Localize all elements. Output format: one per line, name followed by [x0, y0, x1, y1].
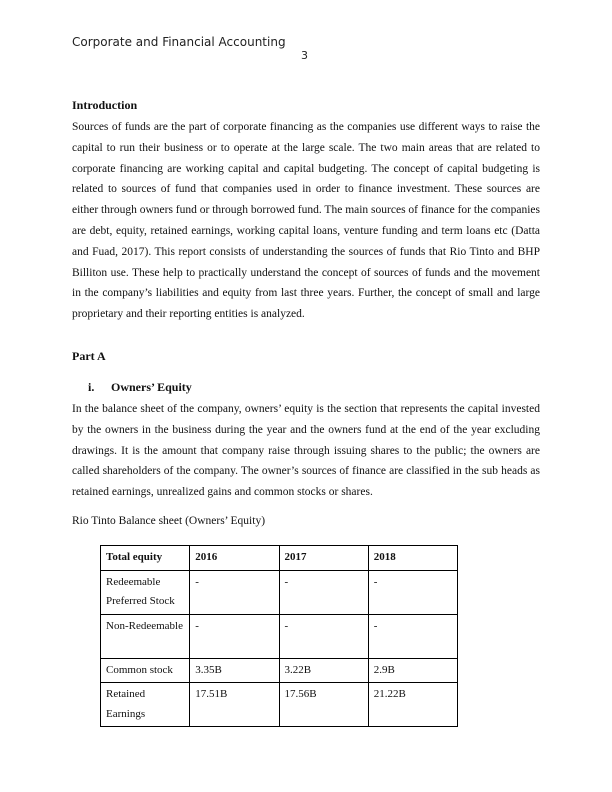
- table-cell: -: [279, 614, 368, 658]
- row-label: Non-Redeemable: [101, 614, 190, 658]
- table-cell: 17.56B: [279, 683, 368, 727]
- section-number: i.: [88, 380, 95, 394]
- table-row: [101, 658, 458, 683]
- part-a-heading: Part A: [72, 349, 106, 363]
- section-title: Owners’ Equity: [111, 380, 192, 394]
- table-cell: -: [368, 570, 457, 614]
- table-row: [101, 683, 458, 727]
- owners-equity-heading: [88, 380, 192, 395]
- header-cell: 2018: [368, 546, 457, 571]
- header-cell: Total equity: [101, 546, 190, 571]
- page-number: 3: [301, 49, 308, 62]
- row-label: Retained Earnings: [101, 683, 190, 727]
- header-cell: 2017: [279, 546, 368, 571]
- table-cell: 21.22B: [368, 683, 457, 727]
- introduction-heading: Introduction: [72, 98, 138, 112]
- table-cell: -: [279, 570, 368, 614]
- table-cell: -: [368, 614, 457, 658]
- table-row: [101, 570, 458, 614]
- table-header-row: [101, 546, 458, 571]
- header-cell: 2016: [190, 546, 279, 571]
- owners-equity-paragraph: In the balance sheet of the company, owners’ equity is the section that represents the capital invested by the owners in the business during the year and the owners fund at the end of the year excluding drawings. It is the amount that company raise through issuing shares to the public; the owners are called shareholders of the company. The owner’s sources of finance are classified in the sub heads as retained earnings, unrealized gains and common stocks or shares.: [72, 403, 540, 499]
- introduction-paragraph: Sources of funds are the part of corporate financing as the companies use different ways to raise the capital to run their business or to operate at the large scale. The two main areas that are related to corporate financing are working capital and capital budgeting. The concept of capital budgeting is related to sources of fund that companies used in order to finance investment. These sources are either through owners fund or through borrowed fund. The main sources of finance for the companies are debt, equity, retained earnings, working capital loans, venture funding and term loans etc (Datta and Fuad, 2017). This report consists of understanding the sources of funds that Rio Tinto and BHP Billiton use. These help to practically understand the concept of sources of funds and the movement in the company’s liabilities and equity from last three years. Further, the concept of small and large proprietary and their reporting entities is analyzed.: [72, 121, 540, 321]
- table-row: [101, 614, 458, 658]
- running-header-title: Corporate and Financial Accounting: [72, 35, 286, 49]
- table-cell: 17.51B: [190, 683, 279, 727]
- table-caption: Rio Tinto Balance sheet (Owners’ Equity): [72, 515, 266, 527]
- row-label: Redeemable Preferred Stock: [101, 570, 190, 614]
- table-cell: 3.22B: [279, 658, 368, 683]
- table-cell: -: [190, 570, 279, 614]
- row-label: Common stock: [101, 658, 190, 683]
- owners-equity-table: [100, 545, 458, 727]
- table-cell: 3.35B: [190, 658, 279, 683]
- table-cell: -: [190, 614, 279, 658]
- table-cell: 2.9B: [368, 658, 457, 683]
